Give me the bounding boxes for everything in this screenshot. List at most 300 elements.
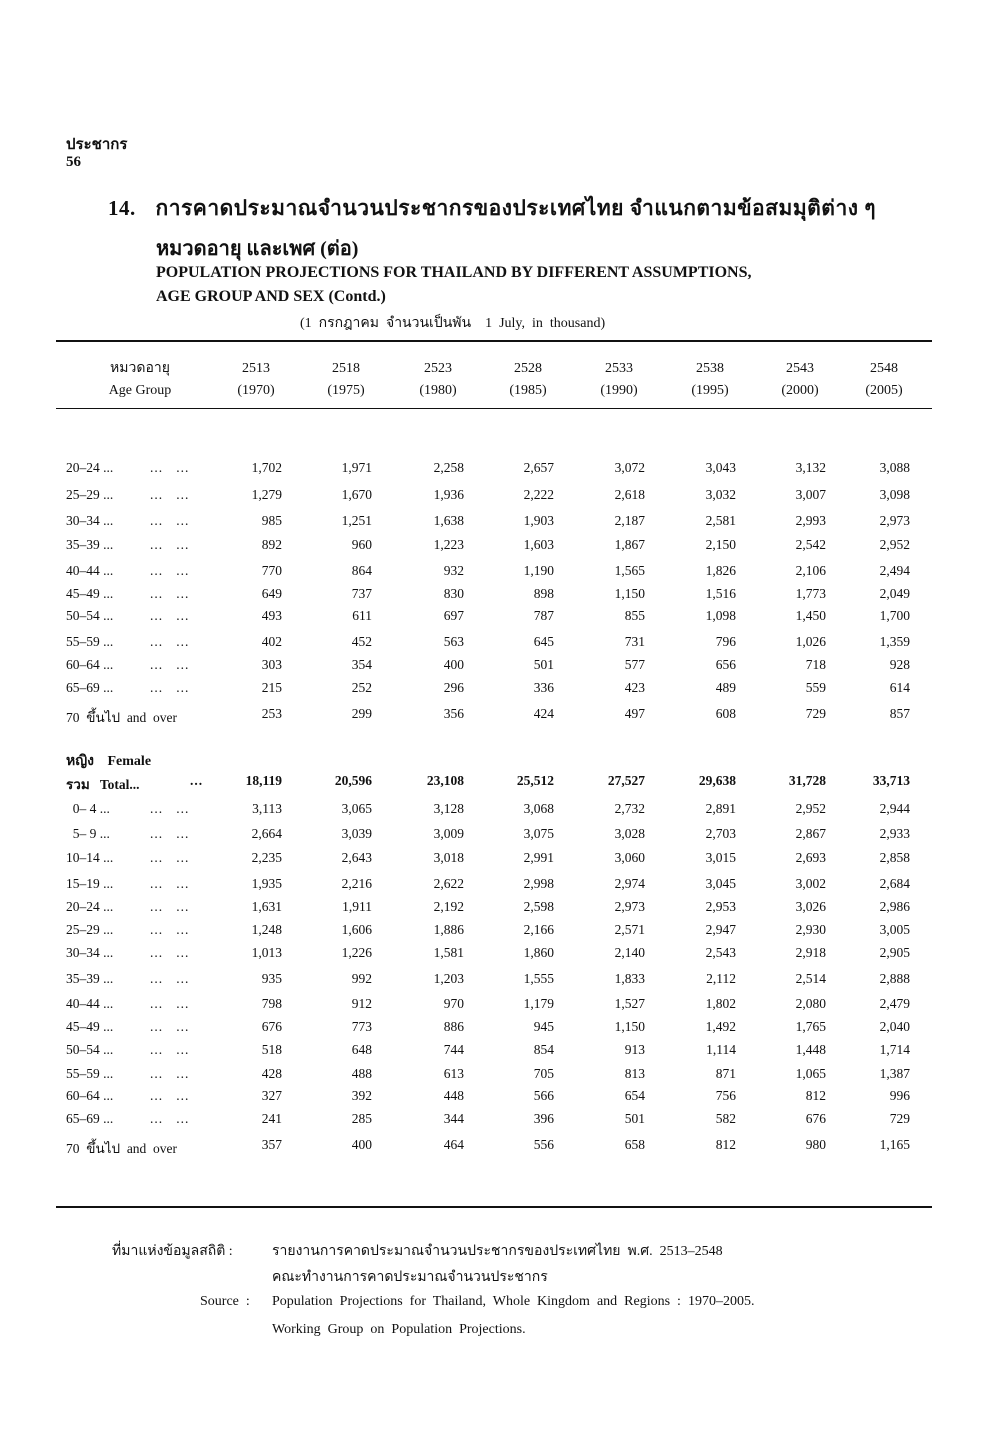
table-title-thai [108,192,876,225]
table-row [0,945,990,967]
age-group-label: 25–29 ... [66,487,114,502]
age-group-label: 65–69 ... [66,1111,114,1126]
leader-dots: ... ... [150,1019,190,1034]
cell-value: 2,235 [251,850,282,865]
cell-value: 1,098 [705,608,736,623]
cell-value: 1,867 [614,537,645,552]
cell-value: 501 [624,1111,645,1126]
cell-value: 1,448 [795,1042,826,1057]
table-row [0,1088,990,1110]
year-header [854,358,914,402]
top-rule [56,340,932,342]
cell-value: 913 [624,1042,645,1057]
cell-value: 2,867 [795,826,826,841]
cell-value: 3,005 [879,922,910,937]
cell-value: 2,952 [795,801,826,816]
cell-value: 2,693 [795,850,826,865]
age-group-label: 20–24 ... [66,460,114,475]
cell-value: 327 [261,1088,282,1103]
age-group-label: 30–34 ... [66,513,114,528]
cell-value: 1,638 [433,513,464,528]
leader-dots: ... ... [150,1111,190,1126]
leader-dots: ... ... [150,945,190,960]
cell-value: 400 [351,1137,372,1152]
cell-value: 31,728 [788,773,826,788]
cell-value: 336 [533,680,554,695]
cell-value: 756 [715,1088,736,1103]
year-header-ce: (1985) [509,383,547,398]
cell-value: 2,891 [705,801,736,816]
table-row [0,1019,990,1041]
table-row [0,1111,990,1133]
age-group-label: 70 ขึ้นไป and over [66,1141,178,1156]
leader-dots: ... ... [150,487,190,502]
cell-value: 424 [533,706,554,721]
cell-value: 215 [261,680,282,695]
cell-value: 296 [443,680,464,695]
cell-value: 2,514 [795,971,826,986]
leader-dots: ... ... [150,608,190,623]
cell-value: 3,043 [705,460,736,475]
cell-value: 1,911 [342,899,372,914]
cell-value: 1,223 [433,537,464,552]
cell-value: 402 [261,634,282,649]
cell-value: 2,888 [879,971,910,986]
cell-value: 857 [889,706,910,721]
table-row [0,487,990,509]
source-thai-line2: คณะทำงานการคาดประมาณจำนวนประชากร [272,1270,548,1285]
cell-value: 697 [443,608,464,623]
cell-value: 3,032 [705,487,736,502]
leader-dots: ... ... [150,899,190,914]
cell-value: 2,918 [795,945,826,960]
cell-value: 935 [261,971,282,986]
cell-value: 2,622 [433,876,464,891]
leader-dots: ... ... [150,634,190,649]
cell-value: 3,132 [795,460,826,475]
female-section-label [66,750,151,772]
cell-value: 1,802 [705,996,736,1011]
cell-value: 3,028 [614,826,645,841]
cell-value: 493 [261,608,282,623]
cell-value: 2,664 [251,826,282,841]
table-row [0,608,990,630]
year-header-ce: (1975) [327,383,365,398]
age-group-label: 25–29 ... [66,922,114,937]
year-header-ce: (2000) [781,383,819,398]
cell-value: 2,187 [614,513,645,528]
cell-value: 796 [715,634,736,649]
cell-value: 1,860 [523,945,554,960]
leader-dots: ... [190,773,204,788]
cell-value: 2,703 [705,826,736,841]
cell-value: 2,150 [705,537,736,552]
cell-value: 20,596 [334,773,372,788]
age-group-label: 0– 4 ... [66,801,110,816]
table-row [0,996,990,1018]
cell-value: 27,527 [607,773,645,788]
cell-value: 1,359 [879,634,910,649]
age-group-label: 40–44 ... [66,563,114,578]
cell-value: 253 [261,706,282,721]
cell-value: 1,279 [251,487,282,502]
cell-value: 3,002 [795,876,826,891]
cell-value: 566 [533,1088,554,1103]
cell-value: 2,973 [879,513,910,528]
cell-value: 2,618 [614,487,645,502]
cell-value: 3,039 [341,826,372,841]
cell-value: 798 [261,996,282,1011]
cell-value: 813 [624,1066,645,1081]
cell-value: 854 [533,1042,554,1057]
cell-value: 787 [533,608,554,623]
cell-value: 770 [261,563,282,578]
leader-dots: ... ... [150,850,190,865]
age-group-label: 45–49 ... [66,1019,114,1034]
table-row [0,1137,990,1159]
age-group-label: 55–59 ... [66,1066,114,1081]
leader-dots: ... ... [150,680,190,695]
year-header-be: 2513 [242,361,270,376]
cell-value: 1,179 [523,996,554,1011]
cell-value: 705 [533,1066,554,1081]
table-row [0,850,990,872]
age-group-label: 35–39 ... [66,971,114,986]
cell-value: 33,713 [872,773,910,788]
cell-value: 992 [351,971,372,986]
cell-value: 3,075 [523,826,554,841]
year-header-ce: (1980) [419,383,457,398]
cell-value: 497 [624,706,645,721]
cell-value: 676 [261,1019,282,1034]
cell-value: 2,732 [614,801,645,816]
year-header-ce: (1990) [600,383,638,398]
cell-value: 489 [715,680,736,695]
cell-value: 1,886 [433,922,464,937]
cell-value: 649 [261,586,282,601]
year-header [498,358,558,402]
cell-value: 2,986 [879,899,910,914]
cell-value: 2,858 [879,850,910,865]
table-row [0,922,990,944]
cell-value: 3,068 [523,801,554,816]
cell-value: 812 [715,1137,736,1152]
table-row [0,680,990,702]
source-english-line2: Working Group on Population Projections. [272,1322,526,1337]
cell-value: 1,903 [523,513,554,528]
cell-value: 2,930 [795,922,826,937]
cell-value: 1,765 [795,1019,826,1034]
cell-value: 2,643 [341,850,372,865]
cell-value: 1,555 [523,971,554,986]
cell-value: 3,009 [433,826,464,841]
cell-value: 582 [715,1111,736,1126]
year-header [226,358,286,402]
cell-value: 396 [533,1111,554,1126]
age-group-header-thai: หมวดอายุ [110,361,170,376]
header-rule [56,408,932,409]
year-header [770,358,830,402]
cell-value: 718 [805,657,826,672]
cell-value: 731 [624,634,645,649]
cell-value: 3,113 [252,801,282,816]
cell-value: 855 [624,608,645,623]
age-group-label: 20–24 ... [66,899,114,914]
cell-value: 1,565 [614,563,645,578]
age-group-label: 15–19 ... [66,876,114,891]
cell-value: 1,935 [251,876,282,891]
leader-dots: ... ... [150,586,190,601]
cell-value: 2,974 [614,876,645,891]
cell-value: 886 [443,1019,464,1034]
cell-value: 960 [351,537,372,552]
leader-dots: ... ... [150,657,190,672]
table-row [0,513,990,535]
cell-value: 2,040 [879,1019,910,1034]
cell-value: 1,936 [433,487,464,502]
cell-value: 656 [715,657,736,672]
cell-value: 303 [261,657,282,672]
title-english-line1: POPULATION PROJECTIONS FOR THAILAND BY DIFFERENT ASSUMPTIONS, [156,264,752,281]
table-row [0,773,990,795]
year-header-be: 2533 [605,361,633,376]
leader-dots: ... ... [150,537,190,552]
cell-value: 356 [443,706,464,721]
year-header-be: 2518 [332,361,360,376]
cell-value: 3,018 [433,850,464,865]
cell-value: 464 [443,1137,464,1152]
cell-value: 1,516 [705,586,736,601]
cell-value: 2,106 [795,563,826,578]
source-english-label: Source : [200,1294,250,1309]
cell-value: 1,251 [341,513,372,528]
cell-value: 299 [351,706,372,721]
table-row [0,826,990,848]
age-group-label: 35–39 ... [66,537,114,552]
cell-value: 2,933 [879,826,910,841]
cell-value: 864 [351,563,372,578]
table-row [0,634,990,656]
cell-value: 2,216 [341,876,372,891]
cell-value: 912 [351,996,372,1011]
cell-value: 3,026 [795,899,826,914]
cell-value: 3,088 [879,460,910,475]
cell-value: 611 [352,608,372,623]
cell-value: 737 [351,586,372,601]
leader-dots: ... ... [150,513,190,528]
cell-value: 2,494 [879,563,910,578]
cell-value: 428 [261,1066,282,1081]
title-english-line2: AGE GROUP AND SEX (Contd.) [156,288,386,305]
cell-value: 2,952 [879,537,910,552]
cell-value: 1,833 [614,971,645,986]
age-group-label: 30–34 ... [66,945,114,960]
cell-value: 285 [351,1111,372,1126]
cell-value: 357 [261,1137,282,1152]
cell-value: 729 [805,706,826,721]
cell-value: 892 [261,537,282,552]
age-group-header-english: Age Group [108,383,172,398]
cell-value: 729 [889,1111,910,1126]
cell-value: 2,598 [523,899,554,914]
cell-value: 2,543 [705,945,736,960]
cell-value: 1,527 [614,996,645,1011]
cell-value: 2,166 [523,922,554,937]
cell-value: 773 [351,1019,372,1034]
leader-dots: ... ... [150,971,190,986]
cell-value: 2,542 [795,537,826,552]
cell-value: 2,657 [523,460,554,475]
table-row [0,876,990,898]
cell-value: 1,013 [251,945,282,960]
year-header-be: 2538 [696,361,724,376]
cell-value: 2,049 [879,586,910,601]
cell-value: 2,192 [433,899,464,914]
source-thai-label: ที่มาแห่งข้อมูลสถิติ : [112,1244,233,1259]
cell-value: 996 [889,1088,910,1103]
age-group-header [80,358,200,402]
cell-value: 2,479 [879,996,910,1011]
year-header-be: 2548 [870,361,898,376]
source-thai-line1: รายงานการคาดประมาณจำนวนประชากรของประเทศไทย พ.ศ. 2513–2548 [272,1244,723,1259]
cell-value: 970 [443,996,464,1011]
cell-value: 1,700 [879,608,910,623]
cell-value: 252 [351,680,372,695]
cell-value: 392 [351,1088,372,1103]
cell-value: 1,114 [706,1042,736,1057]
cell-value: 2,991 [523,850,554,865]
leader-dots: ... ... [150,876,190,891]
table-row [0,706,990,728]
cell-value: 744 [443,1042,464,1057]
cell-value: 1,603 [523,537,554,552]
cell-value: 344 [443,1111,464,1126]
age-group-label: 65–69 ... [66,680,114,695]
title-thai-line2: หมวดอายุ และเพศ (ต่อ) [156,238,359,260]
section-name: ประชากร [66,137,128,153]
cell-value: 241 [261,1111,282,1126]
female-label-thai: หญิง [66,754,94,769]
year-header-be: 2543 [786,361,814,376]
age-group-label: 5– 9 ... [66,826,110,841]
cell-value: 501 [533,657,554,672]
leader-dots: ... ... [150,922,190,937]
leader-dots: ... ... [150,826,190,841]
year-header [680,358,740,402]
leader-dots: ... ... [150,1042,190,1057]
cell-value: 1,631 [251,899,282,914]
cell-value: 2,222 [523,487,554,502]
cell-value: 2,258 [433,460,464,475]
cell-value: 1,065 [795,1066,826,1081]
cell-value: 2,080 [795,996,826,1011]
age-group-label: 55–59 ... [66,634,114,649]
cell-value: 423 [624,680,645,695]
cell-value: 3,015 [705,850,736,865]
cell-value: 2,140 [614,945,645,960]
cell-value: 932 [443,563,464,578]
year-header [408,358,468,402]
cell-value: 1,581 [433,945,464,960]
cell-value: 614 [889,680,910,695]
cell-value: 1,492 [705,1019,736,1034]
page-number: 56 [66,154,81,170]
leader-dots: ... ... [150,1088,190,1103]
cell-value: 1,971 [341,460,372,475]
cell-value: 2,973 [614,899,645,914]
cell-value: 980 [805,1137,826,1152]
cell-value: 2,581 [705,513,736,528]
title-thai-line1: การคาดประมาณจำนวนประชากรของประเทศไทย จำแนกตามข้อสมมุติต่าง ๆ [155,196,877,220]
cell-value: 830 [443,586,464,601]
cell-value: 654 [624,1088,645,1103]
cell-value: 452 [351,634,372,649]
age-group-label: 60–64 ... [66,657,114,672]
cell-value: 1,702 [251,460,282,475]
cell-value: 577 [624,657,645,672]
cell-value: 354 [351,657,372,672]
cell-value: 2,947 [705,922,736,937]
cell-value: 18,119 [245,773,282,788]
cell-value: 985 [261,513,282,528]
age-group-label: 45–49 ... [66,586,114,601]
unit-note: (1 กรกฎาคม จำนวนเป็นพัน 1 July, in thousand) [300,316,606,331]
age-group-label: รวม Total... [66,777,140,792]
cell-value: 3,007 [795,487,826,502]
table-row [0,657,990,679]
table-row [0,971,990,993]
cell-value: 1,190 [523,563,554,578]
female-label-english: Female [107,754,152,769]
table-row [0,1066,990,1088]
table-number: 14. [108,196,136,220]
cell-value: 1,670 [341,487,372,502]
cell-value: 488 [351,1066,372,1081]
table-row [0,563,990,585]
cell-value: 559 [805,680,826,695]
cell-value: 3,060 [614,850,645,865]
cell-value: 2,993 [795,513,826,528]
table-row [0,537,990,559]
age-group-label: 50–54 ... [66,1042,114,1057]
cell-value: 1,826 [705,563,736,578]
cell-value: 658 [624,1137,645,1152]
age-group-label: 10–14 ... [66,850,114,865]
cell-value: 871 [715,1066,736,1081]
bottom-rule [56,1206,932,1208]
cell-value: 2,998 [523,876,554,891]
cell-value: 1,248 [251,922,282,937]
cell-value: 898 [533,586,554,601]
cell-value: 2,953 [705,899,736,914]
cell-value: 1,150 [614,1019,645,1034]
cell-value: 676 [805,1111,826,1126]
year-header-ce: (1970) [237,383,275,398]
year-header [589,358,649,402]
leader-dots: ... ... [150,996,190,1011]
cell-value: 3,128 [433,801,464,816]
cell-value: 400 [443,657,464,672]
cell-value: 812 [805,1088,826,1103]
age-group-label: 70 ขึ้นไป and over [66,710,178,725]
source-english-line1: Population Projections for Thailand, Whole Kingdom and Regions : 1970–2005. [272,1294,755,1309]
leader-dots: ... ... [150,1066,190,1081]
cell-value: 645 [533,634,554,649]
cell-value: 1,773 [795,586,826,601]
table-row [0,460,990,482]
year-header-ce: (2005) [865,383,903,398]
cell-value: 1,387 [879,1066,910,1081]
